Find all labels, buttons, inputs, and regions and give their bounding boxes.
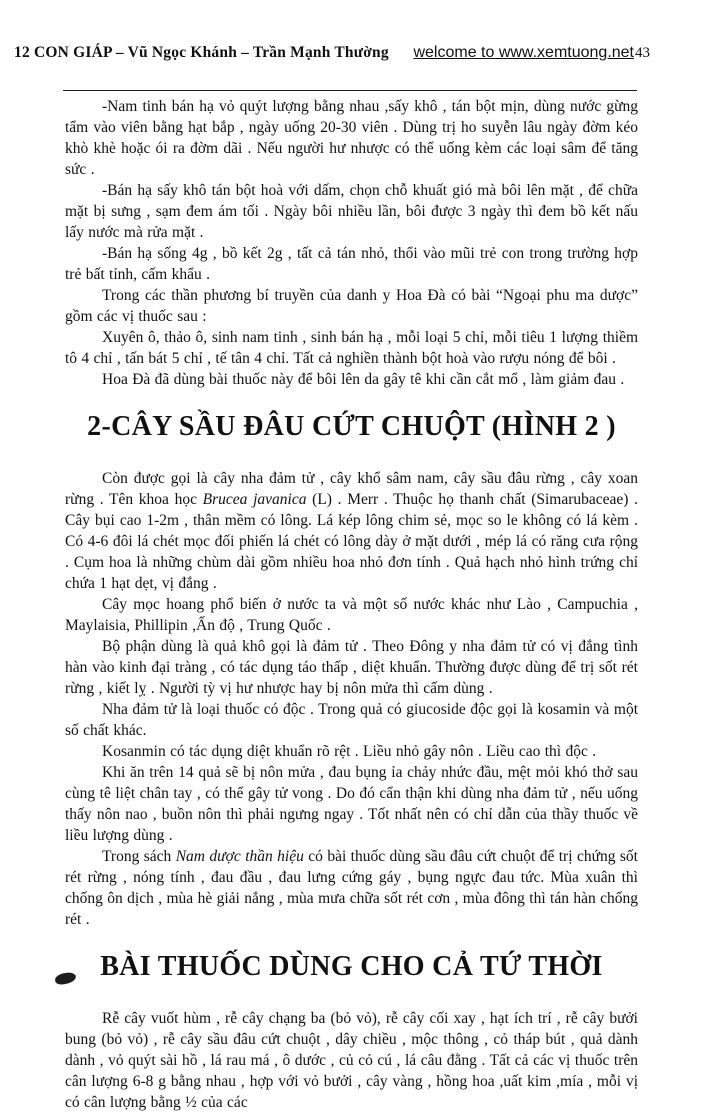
paragraph: [65, 636, 638, 699]
section-heading: BÀI THUỐC DÙNG CHO CẢ TỨ THỜI: [100, 951, 603, 982]
header-divider: [63, 90, 637, 91]
text-run: Kosanmin có tác dụng diệt khuẩn rõ rệt . Liều nhỏ gây nôn . Liều cao thì độc .: [102, 743, 597, 760]
paragraph: [65, 762, 638, 846]
paragraph: [65, 594, 638, 636]
text-run: Còn được gọi là cây nha đảm tử , cây khổ sâm nam, cây sầu đâu rừng , cây xoan rừng . Tên khoa học: [65, 470, 638, 508]
paragraph: [65, 1008, 638, 1113]
paragraph: [65, 699, 638, 741]
paragraph: [65, 180, 638, 243]
text-run: Hoa Đà đã dùng bài thuốc này để bôi lên da gây tê khi cần cắt mổ , làm giảm đau .: [102, 371, 625, 388]
paragraph: [65, 741, 638, 762]
paragraph: [65, 327, 638, 369]
italic-text-run: Brucea javanica: [202, 491, 307, 508]
text-run: (L) . Merr . Thuộc họ thanh chất (Simarubaceae) . Cây bụi cao 1-2m , thân mềm có lông. Lá kép lông chim sẻ, mọc so le không có lá kèm . Có 4-6 đôi lá chét mọc đối phiến lá chét có lông dày ở mặt dưới , mép lá có răng cưa rộng . Cụm hoa là những chùm dài gồm nhiều hoa nhỏ đơn tính . Quả hạch nhỏ hình trứng chỉ chứa 1 hạt dẹt, vị đắng .: [65, 491, 638, 592]
website-link[interactable]: welcome to www.xemtuong.net: [413, 44, 634, 61]
text-run: Nha đảm tử là loại thuốc có độc . Trong quả có giucoside độc gọi là kosamin và một số chất khác.: [65, 701, 638, 739]
text-run: Trong sách: [102, 848, 176, 865]
section-heading: 2-CÂY SẦU ĐÂU CỨT CHUỘT (HÌNH 2 ): [87, 411, 616, 442]
text-run: Xuyên ô, thảo ô, sinh nam tinh , sinh bán hạ , mỗi loại 5 chỉ, mỗi tiêu 1 lượng thiềm tô 4 chỉ , tấn bát 5 chỉ , tế tân 4 chỉ. Tất cả nghiền thành bột hoà vào rượu nóng để bôi .: [65, 329, 638, 367]
paragraph: [65, 285, 638, 327]
text-run: -Nam tinh bán hạ vỏ quýt lượng bằng nhau ,sấy khô , tán bột mịn, dùng nước gừng tẩm vào viên bằng hạt bắp , ngày uống 20-30 viên . Dùng trị ho suyễn lâu ngày đờm kéo khò khè hoặc ói ra đờm dãi . Nếu người hư nhược có thể uống kèm các loại sâm để tăng sức .: [65, 98, 638, 178]
page-body: [65, 96, 638, 1113]
paragraph: [65, 846, 638, 930]
header-right-group: [413, 44, 650, 62]
text-run: Trong các thần phương bí truyền của danh y Hoa Đà có bài “Ngoại phu ma dược” gồm các vị thuốc sau :: [65, 287, 638, 325]
page-number: 43: [635, 45, 650, 61]
paragraph: [65, 243, 638, 285]
text-run: Rễ cây vuốt hùm , rễ cây chạng ba (bỏ vỏ), rễ cây cối xay , hạt ích trí , rễ cây bưởi bung (bỏ vỏ) , rễ cây sầu đâu cứt chuột , dây chiều , mộc thông , cỏ tháp bút , quả dành dành , vỏ quýt sài hồ , lá rau má , ô dước , củ cỏ cú , lá câu đằng . Tất cả các vị thuốc trên cân lượng 6-8 g bằng nhau , hợp với vỏ bưởi , cây vàng , hồng hoa ,uất kim ,mía , mỗi vị có cân lượng bằng ½ của các: [65, 1010, 638, 1111]
italic-text-run: Nam dược thần hiệu: [175, 848, 304, 865]
paragraph: [65, 96, 638, 180]
text-run: có bài thuốc dùng sầu đâu cứt chuột để trị chứng sốt rét rừng , nóng tính , đau đầu , đau lưng cứng gáy , bụng ngực đau tức. Mùa xuân thì chống ôn dịch , mùa hè giải nắng , mùa mưa chữa sốt rét cơn , mùa đông thì tán hàn chống rét .: [65, 848, 638, 928]
text-run: Khi ăn trên 14 quả sẽ bị nôn mửa , đau bụng ỉa chảy nhức đầu, mệt mỏi khó thở sau cùng tê liệt chân tay , có thể gây tử vong . Do đó cẩn thận khi dùng nha đảm tử , nếu uống thấy nôn nao , buồn nôn thì phải ngưng ngay . Tốt nhất nên có chỉ dẫn của thầy thuốc về liều lượng dùng .: [65, 764, 638, 844]
paragraph: [65, 369, 638, 390]
text-run: Bộ phận dùng là quả khô gọi là đảm tử . Theo Đông y nha đảm tử có vị đắng tình hàn vào kinh đại tràng , có tác dụng táo thấp , diệt khuẩn. Thường được dùng để trị sốt rét rừng , kiết lỵ . Người tỳ vị hư nhược hay bị nôn mửa thì cấm dùng .: [65, 638, 638, 697]
text-run: -Bán hạ sống 4g , bồ kết 2g , tất cả tán nhỏ, thổi vào mũi trẻ con trong trường hợp trẻ bất tỉnh, cấm khẩu .: [65, 245, 638, 283]
text-run: -Bán hạ sấy khô tán bột hoà với dấm, chọn chỗ khuất gió mà bôi lên mặt , để chữa mặt bị sưng , sạm đem ám tối . Ngày bôi nhiều lần, bôi được 3 ngày thì đem bồ kết nấu lấy nước mà rửa mặt .: [65, 182, 638, 241]
text-run: Cây mọc hoang phổ biến ở nước ta và một số nước khác như Lào , Campuchia , Maylaisia, Phillipin ,Ấn độ , Trung Quốc .: [65, 596, 638, 634]
paragraph: [65, 468, 638, 594]
page-header: [14, 44, 650, 62]
book-title: 12 CON GIÁP – Vũ Ngọc Khánh – Trần Mạnh Thường: [14, 44, 389, 61]
